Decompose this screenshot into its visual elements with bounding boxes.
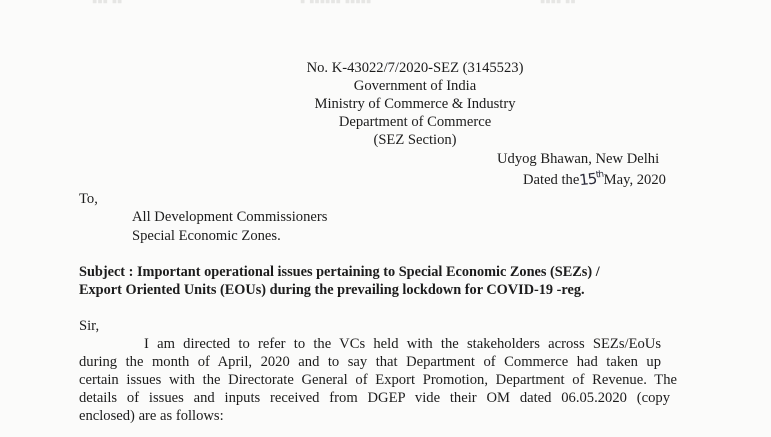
government-name: Government of India <box>353 78 477 94</box>
ministry-name: Ministry of Commerce & Industry <box>314 96 516 112</box>
section-name: (SEZ Section) <box>373 132 457 148</box>
subject-line2: Export Oriented Units (EOUs) during the prevailing lockdown for COVID-19 -reg. <box>79 282 585 298</box>
to-label: To, <box>79 191 98 207</box>
date-prefix: Dated the <box>523 172 580 188</box>
department-name: Department of Commerce <box>338 114 492 130</box>
date-rest: May, 2020 <box>603 172 666 188</box>
subject-line1: Subject : Important operational issues pertaining to Special Economic Zones (SEZs) / <box>79 264 600 280</box>
date-day: 15 <box>578 169 598 190</box>
date-suffix: th <box>595 169 604 181</box>
addressee-line2: Special Economic Zones. <box>132 228 281 244</box>
salutation: Sir, <box>79 318 100 334</box>
body-line: enclosed) are as follows: <box>79 408 224 424</box>
addressee-line1: All Development Commissioners <box>132 209 328 225</box>
body-line: I am directed to refer to the VCs held with the stakeholders across SEZs/EoUs <box>144 336 661 352</box>
bleed-through-text: ▪▪▪ ▪▪ ▪ ▪▪▪▪▪▪ ▪▪▪▪▪ ▪▪▪▪ ▪▪ <box>92 0 576 10</box>
file-number: No. K-43022/7/2020-SEZ (3145523) <box>306 60 524 76</box>
date-line <box>523 167 666 189</box>
place: Udyog Bhawan, New Delhi <box>497 151 660 167</box>
body-line: details of issues and inputs received from DGEP vide their OM dated 06.05.2020 (copy <box>79 390 670 406</box>
body-line: during the month of April, 2020 and to say that Department of Commerce had taken up <box>79 354 661 370</box>
handwritten-date <box>578 166 604 189</box>
body-line: certain issues with the Directorate General of Export Promotion, Department of Revenue. The <box>79 372 677 388</box>
